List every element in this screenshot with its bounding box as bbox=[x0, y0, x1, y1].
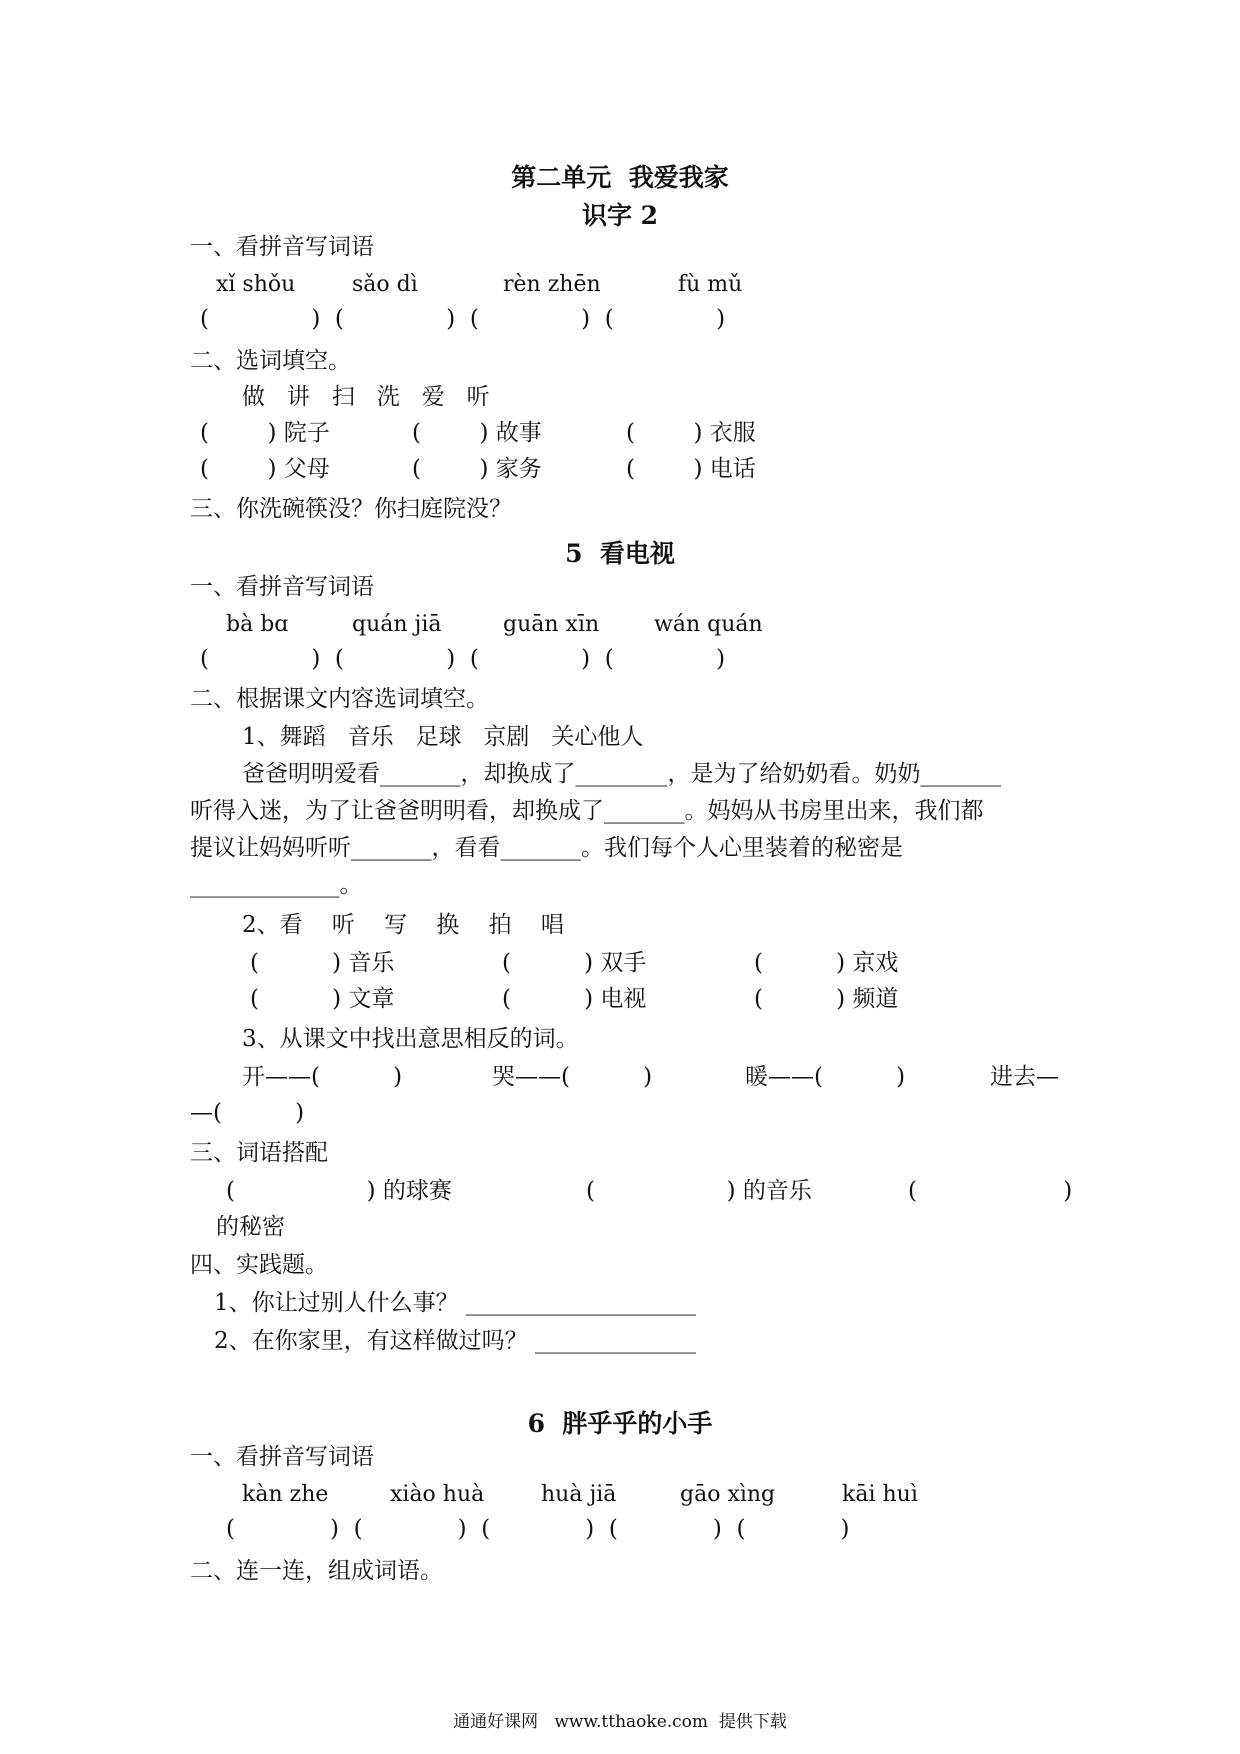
section-heading: 一、看拼音写词语 bbox=[190, 234, 374, 260]
answer-parens-row: ( ) ( ) ( ) ( ) bbox=[200, 646, 726, 672]
lesson-title-shizi2: 识字 2 bbox=[581, 201, 659, 230]
section-heading: 二、根据课文内容选词填空。 bbox=[190, 686, 489, 712]
pinyin-item: guān xīn bbox=[503, 612, 600, 637]
pinyin-item: xiào huà bbox=[390, 1482, 485, 1507]
fill-item: ( ) 文章 bbox=[250, 986, 395, 1012]
word-bank: 做 讲 扫 洗 爱 听 bbox=[242, 384, 490, 410]
section-heading: 二、选词填空。 bbox=[190, 348, 351, 374]
fill-item: ( ) 衣服 bbox=[626, 420, 756, 446]
pinyin-item: rèn zhēn bbox=[503, 272, 601, 297]
antonym-item: —( ) bbox=[190, 1100, 305, 1126]
fill-item: ( ) 父母 bbox=[200, 456, 330, 482]
practice-question: 2、在你家里，有这样做过吗？ ______________ bbox=[214, 1328, 696, 1354]
question-heading: 3、从课文中找出意思相反的词。 bbox=[242, 1026, 579, 1052]
pinyin-item: huà jiā bbox=[541, 1482, 617, 1507]
cloze-line: _____________。 bbox=[190, 872, 363, 898]
pinyin-item: kàn zhe bbox=[242, 1482, 329, 1507]
match-item: ( ) bbox=[908, 1178, 1073, 1204]
pinyin-item: sǎo dì bbox=[352, 272, 418, 297]
pinyin-item: wán quán bbox=[654, 612, 763, 637]
fill-item: ( ) 京戏 bbox=[754, 950, 899, 976]
antonym-item: 暖——( ) bbox=[745, 1064, 906, 1090]
fill-item: ( ) 院子 bbox=[200, 420, 330, 446]
practice-question: 1、你让过别人什么事？ ____________________ bbox=[214, 1290, 696, 1316]
answer-parens-row: ( ) ( ) ( ) ( ) ( ) bbox=[226, 1516, 850, 1542]
lesson-title-6: 6 胖乎乎的小手 bbox=[527, 1409, 713, 1438]
word-bank: 1、舞蹈 音乐 足球 京剧 关心他人 bbox=[242, 724, 644, 750]
fill-item: ( ) 电视 bbox=[502, 986, 647, 1012]
fill-item: ( ) 音乐 bbox=[250, 950, 395, 976]
antonym-item: 哭——( ) bbox=[492, 1064, 653, 1090]
word-bank: 2、看 听 写 换 拍 唱 bbox=[242, 912, 564, 938]
cloze-line: 爸爸明明爱看_______，却换成了________，是为了给奶奶看。奶奶_______ bbox=[242, 761, 1001, 787]
fill-item: ( ) 家务 bbox=[412, 456, 542, 482]
fill-item: ( ) 故事 bbox=[412, 420, 542, 446]
section-heading: 四、实践题。 bbox=[190, 1252, 328, 1278]
match-item: ( ) 的球赛 bbox=[226, 1178, 452, 1204]
pinyin-item: bà bɑ bbox=[226, 612, 289, 637]
section-heading: 三、你洗碗筷没？你扫庭院没？ bbox=[190, 496, 512, 522]
pinyin-item: xǐ shǒu bbox=[216, 272, 296, 297]
section-heading: 二、连一连，组成词语。 bbox=[190, 1558, 443, 1584]
fill-item: ( ) 频道 bbox=[754, 986, 899, 1012]
footer-credit: 通通好课网 www.tthaoke.com 提供下载 bbox=[453, 1712, 787, 1732]
answer-parens-row: ( ) ( ) ( ) ( ) bbox=[200, 306, 726, 332]
match-tail: 的秘密 bbox=[216, 1214, 285, 1240]
cloze-line: 提议让妈妈听听_______，看看_______。我们每个人心里装着的秘密是 bbox=[190, 835, 903, 861]
section-heading: 一、看拼音写词语 bbox=[190, 574, 374, 600]
antonym-item: 开——( ) bbox=[242, 1064, 403, 1090]
unit-title: 第二单元 我爱我家 bbox=[511, 163, 729, 192]
pinyin-item: gāo xìng bbox=[680, 1482, 776, 1507]
section-heading: 三、词语搭配 bbox=[190, 1140, 328, 1166]
fill-item: ( ) 电话 bbox=[626, 456, 756, 482]
pinyin-item: quán jiā bbox=[352, 612, 442, 637]
cloze-line: 听得入迷，为了让爸爸明明看，却换成了_______。妈妈从书房里出来，我们都 bbox=[190, 798, 984, 824]
match-item: ( ) 的音乐 bbox=[586, 1178, 812, 1204]
pinyin-item: fù mǔ bbox=[678, 272, 743, 297]
lesson-title-5: 5 看电视 bbox=[565, 539, 675, 568]
pinyin-item: kāi huì bbox=[842, 1482, 918, 1507]
section-heading: 一、看拼音写词语 bbox=[190, 1444, 374, 1470]
antonym-item: 进去— bbox=[990, 1064, 1059, 1090]
fill-item: ( ) 双手 bbox=[502, 950, 647, 976]
